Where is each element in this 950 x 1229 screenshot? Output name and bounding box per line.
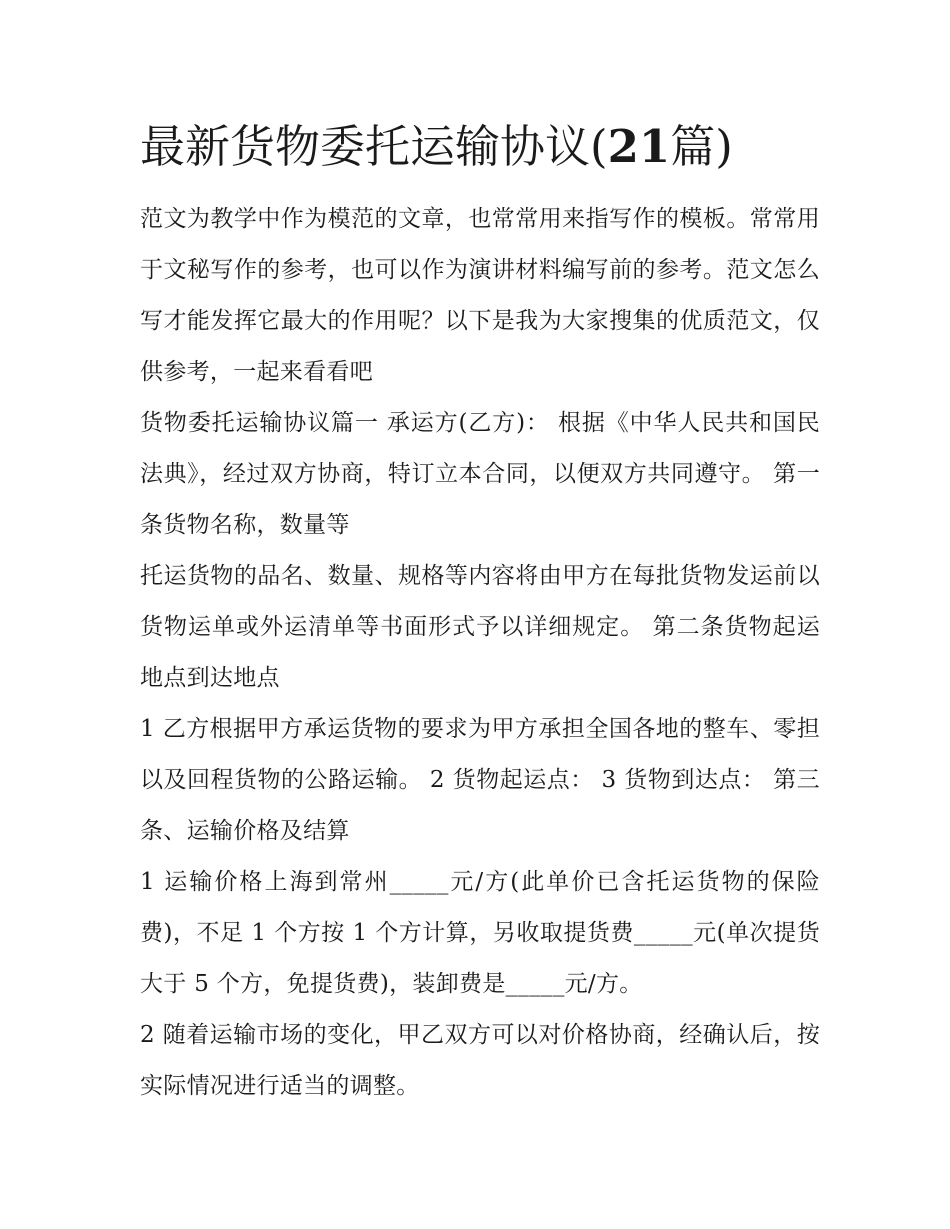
title-number: 21 [607,120,671,173]
article-one-paragraph: 托运货物的品名、数量、规格等内容将由甲方在每批货物发运前以货物运单或外运清单等书面形式予以详细规定。 第二条货物起运地点到达地点 [140,563,820,691]
title-suffix: 篇) [670,120,733,173]
price-adjustment-paragraph: 2 随着运输市场的变化，甲乙双方可以对价格协商，经确认后，按实际情况进行适当的调整。 [140,1022,820,1099]
document-title [140,112,820,182]
intro-paragraph: 范文为教学中作为模范的文章，也常常用来指写作的模板。常常用于文秘写作的参考，也可以作为演讲材料编写前的参考。范文怎么写才能发挥它最大的作用呢？以下是我为大家搜集的优质范文，仅供参考，一起来看看吧 [140,206,820,385]
pricing-paragraph: 1 运输价格上海到常州_____元/方(此单价已含托运货物的保险费)，不足 1 个方按 1 个方计算，另收取提货费_____元(单次提货大于 5 个方，免提货费)，装卸费是_____元/方。 [140,869,820,997]
document-page [140,112,820,1112]
title-prefix: 最新货物委托运输协议( [140,120,608,173]
agreement-opening-paragraph: 货物委托运输协议篇一 承运方(乙方)： 根据《中华人民共和国民法典》，经过双方协商，特订立本合同，以便双方共同遵守。 第一条货物名称，数量等 [140,410,820,538]
article-two-paragraph: 1 乙方根据甲方承运货物的要求为甲方承担全国各地的整车、零担以及回程货物的公路运输。 2 货物起运点： 3 货物到达点： 第三条、运输价格及结算 [140,716,820,844]
